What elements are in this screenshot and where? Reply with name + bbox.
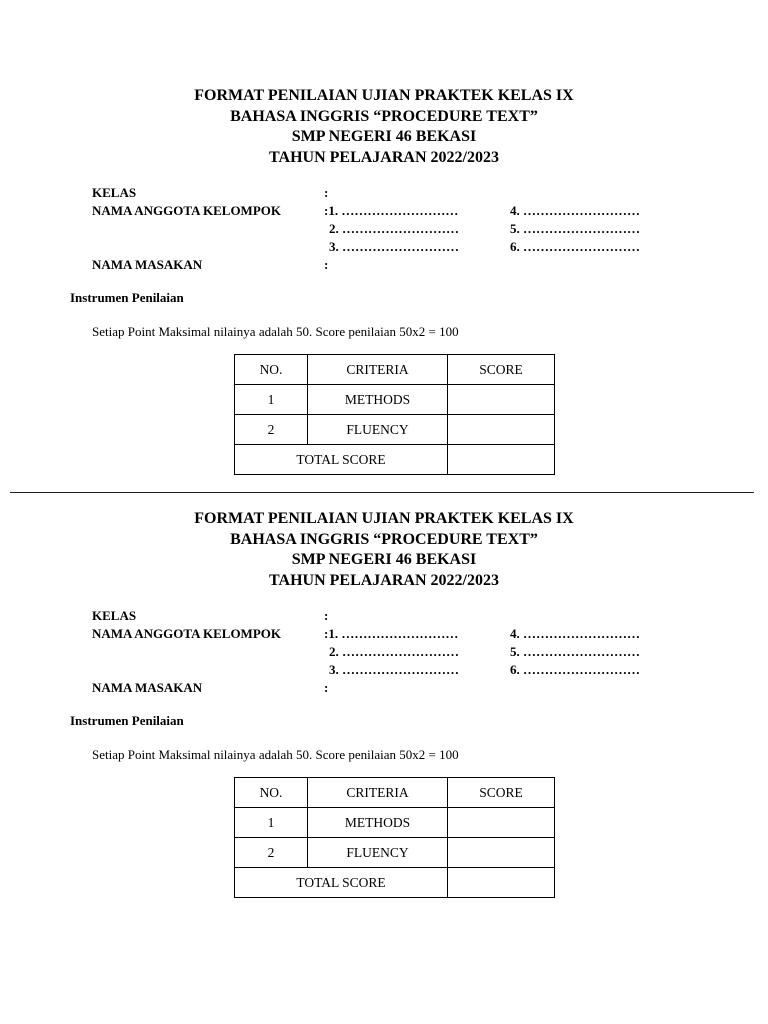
student-info <box>92 607 692 697</box>
masakan-colon: : <box>324 257 329 272</box>
row-score-cell[interactable] <box>448 385 555 415</box>
member-4-field: 4. ……………………… <box>510 626 640 641</box>
table-row <box>235 385 555 415</box>
form-title <box>0 509 768 591</box>
header-no: NO. <box>235 778 308 808</box>
anggota-label: NAMA ANGGOTA KELOMPOK <box>92 626 281 641</box>
student-info <box>92 184 692 274</box>
header-criteria: CRITERIA <box>308 355 448 385</box>
kelas-colon: : <box>324 608 329 623</box>
total-score-cell[interactable] <box>448 445 555 475</box>
table-row <box>235 808 555 838</box>
score-table <box>234 777 555 898</box>
score-table <box>234 354 555 475</box>
row-no: 2 <box>235 838 308 868</box>
score-note: Setiap Point Maksimal nilainya adalah 50. Score penilaian 50x2 = 100 <box>92 747 459 762</box>
assessment-form-1 <box>0 86 768 467</box>
member-1-field: :1. ……………………… <box>324 203 459 218</box>
masakan-label: NAMA MASAKAN <box>92 680 203 695</box>
row-no: 1 <box>235 808 308 838</box>
row-score-cell[interactable] <box>448 808 555 838</box>
row-no: 2 <box>235 415 308 445</box>
header-score: SCORE <box>448 778 555 808</box>
score-note: Setiap Point Maksimal nilainya adalah 50. Score penilaian 50x2 = 100 <box>92 324 459 339</box>
anggota-row-2 <box>92 220 692 238</box>
anggota-label: NAMA ANGGOTA KELOMPOK <box>92 203 281 218</box>
member-3-field: 3. ……………………… <box>329 662 459 677</box>
member-5-field: 5. ……………………… <box>510 644 640 659</box>
member-2-field: 2. ……………………… <box>329 644 459 659</box>
masakan-row <box>92 679 692 697</box>
table-header-row <box>235 778 555 808</box>
anggota-row-1 <box>92 625 692 643</box>
title-line: TAHUN PELAJARAN 2022/2023 <box>269 148 499 166</box>
header-criteria: CRITERIA <box>308 778 448 808</box>
member-6-field: 6. ……………………… <box>510 662 640 677</box>
kelas-row <box>92 184 692 202</box>
table-header-row <box>235 355 555 385</box>
title-line: BAHASA INGGRIS “PROCEDURE TEXT” <box>230 530 538 548</box>
kelas-colon: : <box>324 185 329 200</box>
masakan-row <box>92 256 692 274</box>
table-row <box>235 838 555 868</box>
header-score: SCORE <box>448 355 555 385</box>
instrumen-heading: Instrumen Penilaian <box>70 713 184 728</box>
anggota-row-3 <box>92 238 692 256</box>
cut-line-divider <box>10 492 754 493</box>
header-no: NO. <box>235 355 308 385</box>
total-score-cell[interactable] <box>448 868 555 898</box>
anggota-row-3 <box>92 661 692 679</box>
total-row <box>235 445 555 475</box>
row-criteria: FLUENCY <box>308 415 448 445</box>
anggota-row-2 <box>92 643 692 661</box>
kelas-label: KELAS <box>92 185 137 200</box>
row-score-cell[interactable] <box>448 415 555 445</box>
member-3-field: 3. ……………………… <box>329 239 459 254</box>
member-6-field: 6. ……………………… <box>510 239 640 254</box>
row-no: 1 <box>235 385 308 415</box>
kelas-label: KELAS <box>92 608 137 623</box>
total-row <box>235 868 555 898</box>
row-score-cell[interactable] <box>448 838 555 868</box>
total-score-label: TOTAL SCORE <box>235 868 448 898</box>
table-row <box>235 415 555 445</box>
member-5-field: 5. ……………………… <box>510 221 640 236</box>
member-2-field: 2. ……………………… <box>329 221 459 236</box>
title-line: SMP NEGERI 46 BEKASI <box>291 128 477 145</box>
title-line: FORMAT PENILAIAN UJIAN PRAKTEK KELAS IX <box>194 87 574 104</box>
title-line: TAHUN PELAJARAN 2022/2023 <box>269 571 499 589</box>
masakan-colon: : <box>324 680 329 695</box>
title-line: BAHASA INGGRIS “PROCEDURE TEXT” <box>230 107 538 125</box>
anggota-row-1 <box>92 202 692 220</box>
form-title <box>0 86 768 168</box>
title-line: SMP NEGERI 46 BEKASI <box>291 551 477 568</box>
member-1-field: :1. ……………………… <box>324 626 459 641</box>
row-criteria: METHODS <box>308 385 448 415</box>
title-line: FORMAT PENILAIAN UJIAN PRAKTEK KELAS IX <box>194 510 574 527</box>
row-criteria: FLUENCY <box>308 838 448 868</box>
kelas-row <box>92 607 692 625</box>
total-score-label: TOTAL SCORE <box>235 445 448 475</box>
member-4-field: 4. ……………………… <box>510 203 640 218</box>
assessment-form-2 <box>0 509 768 890</box>
row-criteria: METHODS <box>308 808 448 838</box>
masakan-label: NAMA MASAKAN <box>92 257 203 272</box>
instrumen-heading: Instrumen Penilaian <box>70 290 184 305</box>
